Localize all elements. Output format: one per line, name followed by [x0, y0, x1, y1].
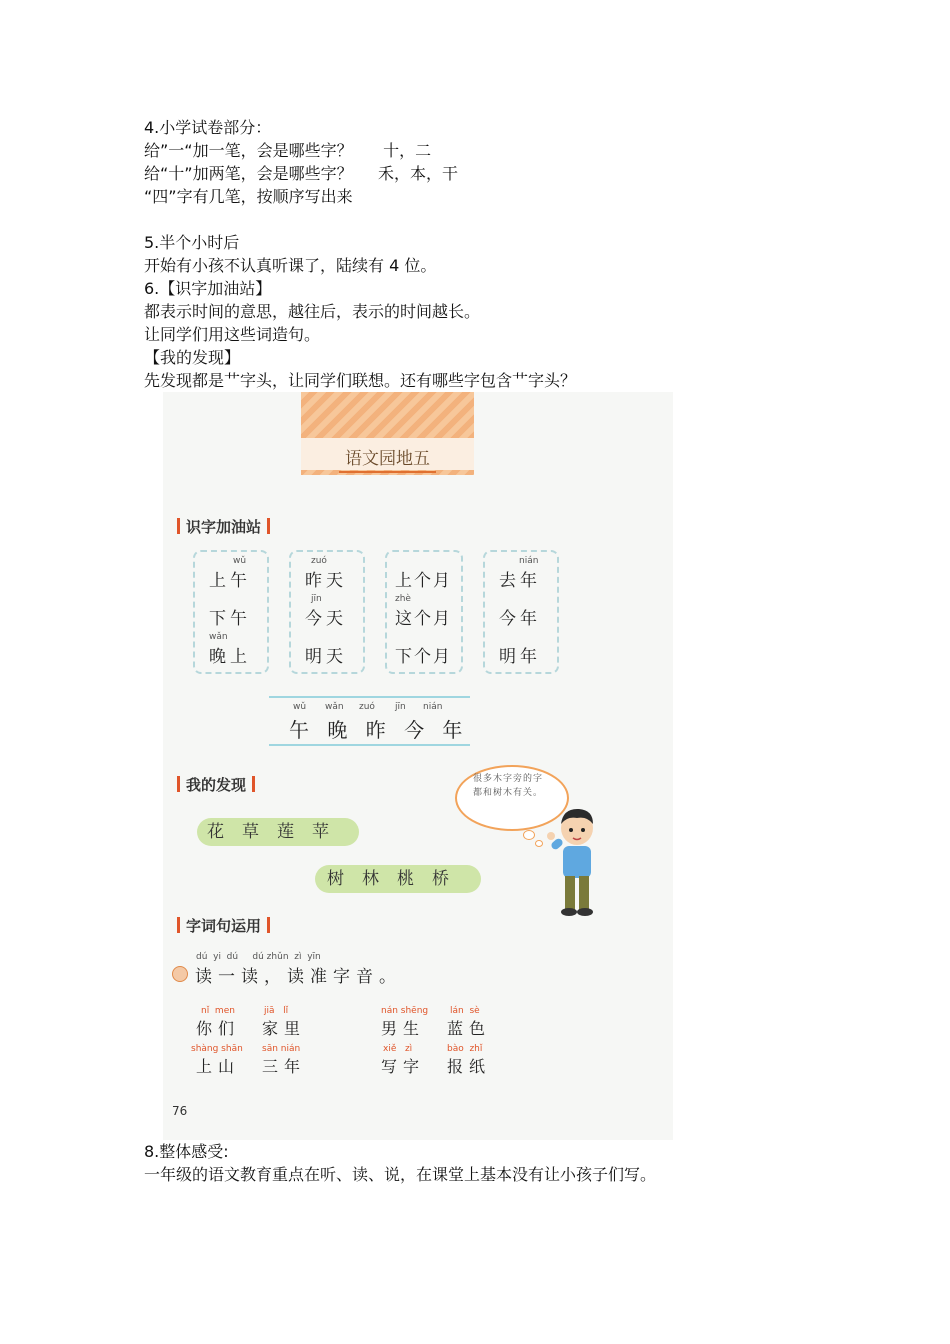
text-line-2: 给”一“加一笔，会是哪些字？ 十，二: [144, 141, 432, 160]
thought-dot: [523, 830, 535, 840]
text-line-3: 给“十”加两笔，会是哪些字？ 禾，本，干: [144, 164, 459, 183]
word: 去年: [499, 571, 541, 591]
page-number: 76: [172, 1104, 188, 1118]
pinyin-label: jiā lǐ: [264, 1006, 289, 1016]
word-pair: 报纸: [447, 1057, 492, 1076]
banner: [301, 392, 474, 475]
read-aloud-icon: [172, 966, 188, 982]
text-line-13: 一年级的语文教育重点在听、读、说，在课堂上基本没有让小孩子们写。: [144, 1165, 657, 1184]
pinyin-label: wǎn: [209, 632, 228, 642]
pinyin-label: zuó: [359, 702, 375, 712]
word: 今天: [305, 609, 347, 629]
discovery-pill-grass: 花草莲苹: [197, 818, 359, 846]
word-box-4: [483, 550, 559, 674]
word-pair: 写字: [381, 1057, 426, 1076]
word: 下午: [209, 609, 251, 629]
banner-underline: [339, 471, 436, 473]
text-line-4: “四”字有几笔，按顺序写出来: [144, 187, 353, 206]
pinyin-label: wǔ: [233, 556, 247, 566]
pinyin-label: nǐ men: [201, 1006, 235, 1016]
pinyin-label: zhè: [395, 594, 411, 604]
section-title-words: 字词句运用: [171, 915, 276, 936]
thought-bubble-text: 很多木字旁的字都和树木有关。: [473, 774, 544, 798]
instruction-pinyin: dú yi dú dú zhǔn zì yīn: [196, 952, 321, 962]
section-title-discovery: 我的发现: [171, 774, 261, 795]
pinyin-label: nián: [423, 702, 443, 712]
word: 明天: [305, 647, 347, 667]
pinyin-label: sān nián: [262, 1044, 301, 1054]
text-line-11: 先发现都是艹字头，让同学们联想。还有哪些字包含艹字头？: [144, 371, 577, 390]
word-box-3: [385, 550, 463, 674]
word: 上个月: [395, 571, 452, 591]
pinyin-label: jīn: [311, 594, 322, 604]
pinyin-label: bào zhǐ: [447, 1044, 483, 1054]
word-pair: 家里: [262, 1019, 307, 1038]
word: 下个月: [395, 647, 452, 667]
new-characters-strip: [269, 696, 470, 746]
pinyin-label: shàng shān: [191, 1044, 243, 1054]
word: 晚上: [209, 647, 251, 667]
word-pair: 上山: [196, 1057, 241, 1076]
text-line-12: 8.整体感受:: [144, 1142, 229, 1161]
pinyin-label: nián: [519, 556, 539, 566]
text-line-9: 让同学们用这些词造句。: [144, 325, 321, 344]
section-title-literacy: 识字加油站: [171, 516, 276, 537]
word-pair: 男生: [381, 1019, 426, 1038]
word: 明年: [499, 647, 541, 667]
thought-dot: [535, 840, 543, 847]
text-line-1: 4.小学试卷部分：: [144, 118, 272, 137]
text-line-10: 【我的发现】: [144, 348, 241, 367]
pinyin-label: wǎn: [325, 702, 344, 712]
word-pair: 你们: [196, 1019, 241, 1038]
pinyin-label: nán shēng: [381, 1006, 429, 1016]
read-instruction: 读一读，读准字音。: [195, 967, 402, 987]
text-line-6: 开始有小孩不认真听课了，陆续有 4 位。: [144, 256, 437, 275]
text-line-8: 都表示时间的意思，越往后，表示的时间越长。: [144, 302, 481, 321]
word: 昨天: [305, 571, 347, 591]
word-box-2: [289, 550, 365, 674]
text-line-5: 5.半个小时后: [144, 233, 240, 252]
word: 今年: [499, 609, 541, 629]
discovery-pill-wood: 树林桃桥: [315, 865, 481, 893]
word: 这个月: [395, 609, 452, 629]
word-box-1: [193, 550, 269, 674]
word-pair: 三年: [262, 1057, 307, 1076]
text-line-7: 6.【识字加油站】: [144, 279, 272, 298]
word: 上午: [209, 571, 251, 591]
pinyin-label: wǔ: [293, 702, 307, 712]
pinyin-label: zuó: [311, 556, 327, 566]
boy-illustration: [547, 800, 607, 918]
pinyin-label: jīn: [395, 702, 406, 712]
textbook-page-image: [163, 392, 673, 1140]
banner-title: 语文园地五: [345, 449, 430, 469]
pinyin-label: lán sè: [450, 1006, 480, 1016]
pinyin-label: xiě zì: [383, 1044, 413, 1054]
new-characters: 午 晚 昨 今 年: [289, 718, 469, 742]
word-pair: 蓝色: [447, 1019, 492, 1038]
